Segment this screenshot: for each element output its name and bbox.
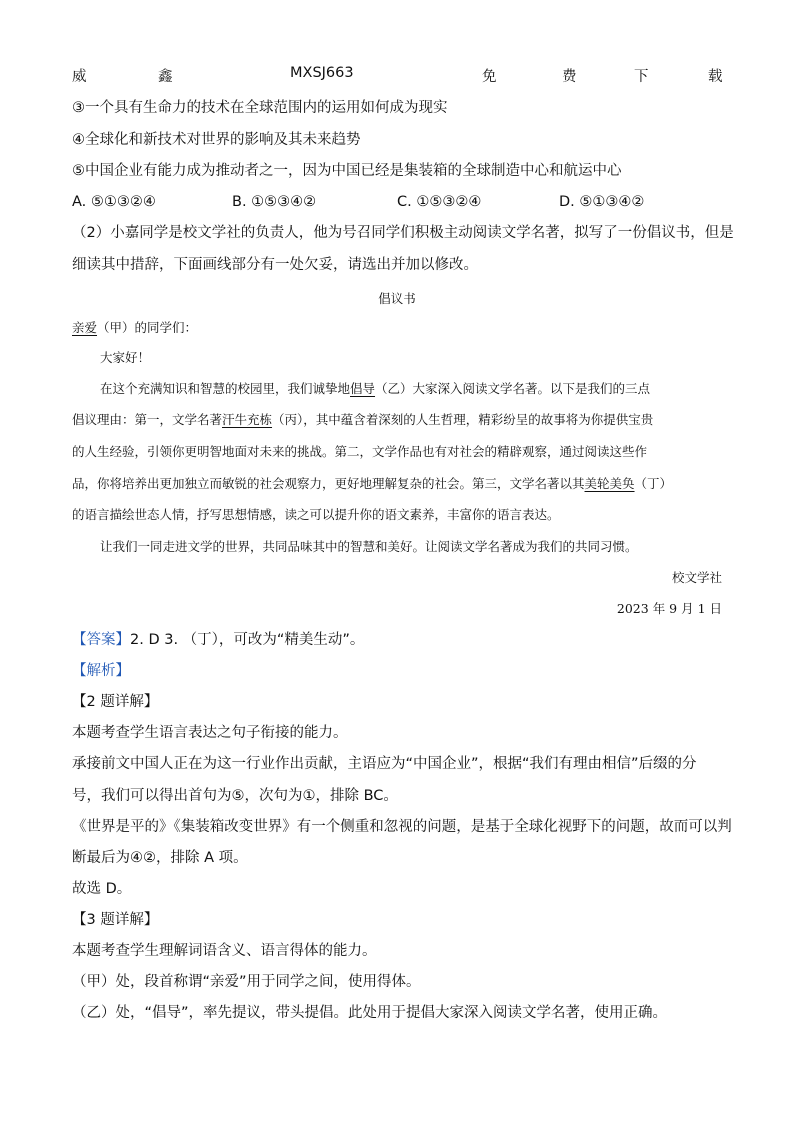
- underlined-word-ding: 美轮美奂: [584, 476, 635, 491]
- option-c: C. ①⑤③②④: [397, 194, 482, 210]
- header-char: 载: [708, 69, 723, 85]
- answer-label: 【答案】: [72, 632, 130, 648]
- page-header: [72, 65, 722, 87]
- letter-salutation: [72, 318, 197, 338]
- question-item: ④全球化和新技术对世界的影响及其未来趋势: [72, 132, 361, 148]
- detail-line: （甲）处，段首称谓“亲爱”用于同学之间，使用得体。: [72, 974, 421, 990]
- letter-paragraph-line: [72, 410, 653, 430]
- detail-heading: 【2 题详解】: [72, 694, 159, 710]
- option-a: A. ⑤①③②④: [72, 194, 156, 210]
- letter-paragraph-line: 的语言描绘世态人情，抒写思想情感，读之可以提升你的语文素养，丰富你的语言表达。: [72, 507, 560, 522]
- letter-paragraph-line: [72, 474, 672, 494]
- detail-heading: 【3 题详解】: [72, 912, 159, 928]
- question-item: ③一个具有生命力的技术在全球范围内的运用如何成为现实: [72, 100, 448, 116]
- header-char: 下: [634, 69, 649, 85]
- text-span: （乙）大家深入阅读文学名著。以下是我们的三点: [375, 381, 651, 396]
- q2-line: （2）小嘉同学是校文学社的负责人，他为号召同学们积极主动阅读文学名著，拟写了一份倡议书，但是: [72, 225, 734, 241]
- detail-line: 断最后为④②，排除 A 项。: [72, 850, 248, 866]
- answer-text: 2. D 3. （丁），可改为“精美生动”。: [130, 632, 365, 648]
- letter-paragraph-line: [100, 379, 650, 399]
- letter-greeting: 大家好！: [100, 350, 151, 365]
- text-span: （丙），其中蕴含着深刻的人生哲理，精彩纷呈的故事将为你提供宝贵: [272, 412, 654, 427]
- letter-paragraph-line: 让我们一同走进文学的世界，共同品味其中的智慧和美好。让阅读文学名著成为我们的共同习惯。: [100, 539, 638, 554]
- letter-title: 倡议书: [378, 291, 416, 306]
- underlined-word-jia: 亲爱: [72, 320, 98, 335]
- question-item: ⑤中国企业有能力成为推动者之一，因为中国已经是集装箱的全球制造中心和航运中心: [72, 163, 622, 179]
- detail-line: 本题考查学生语言表达之句子衔接的能力。: [72, 725, 348, 741]
- letter-signature: 校文学社: [671, 570, 722, 585]
- header-char: 费: [562, 69, 577, 85]
- underlined-word-bing: 汗牛充栋: [222, 412, 273, 427]
- detail-line: 《世界是平的》《集装箱改变世界》有一个侧重和忽视的问题，是基于全球化视野下的问题，故而可以判: [72, 819, 732, 835]
- letter-date: 2023 年 9 月 1 日: [616, 601, 722, 616]
- detail-line: 故选 D。: [72, 881, 132, 897]
- header-code: MXSJ663: [290, 65, 354, 81]
- answer-options: [72, 192, 722, 212]
- answer-line: [72, 630, 364, 650]
- detail-line: （乙）处，“倡导”，率先提议，带头提倡。此处用于提倡大家深入阅读文学名著，使用正确。: [72, 1005, 668, 1021]
- text-span: 倡议理由：第一，文学名著: [72, 412, 223, 427]
- header-char: 威: [72, 69, 87, 85]
- header-char: 免: [482, 69, 497, 85]
- text-span: 在这个充满知识和智慧的校园里，我们诚挚地: [100, 381, 351, 396]
- salutation-rest: （甲）的同学们：: [97, 320, 198, 335]
- detail-line: 本题考查学生理解词语含义、语言得体的能力。: [72, 943, 377, 959]
- header-char: 鑫: [158, 69, 173, 85]
- analysis-label: 【解析】: [72, 663, 130, 679]
- option-d: D. ⑤①③④②: [559, 194, 645, 210]
- text-span: 品，你将培养出更加独立而敏锐的社会观察力，更好地理解复杂的社会。第三，文学名著以其: [72, 476, 585, 491]
- detail-line: 号，我们可以得出首句为⑤，次句为①，排除 BC。: [72, 788, 398, 804]
- detail-line: 承接前文中国人正在为这一行业作出贡献，主语应为“中国企业”，根据“我们有理由相信”后缀的分: [72, 756, 697, 772]
- text-span: （丁）: [634, 476, 673, 491]
- option-b: B. ①⑤③④②: [232, 194, 317, 210]
- q2-line: 细读其中措辞，下面画线部分有一处欠妥，请选出并加以修改。: [72, 257, 478, 273]
- letter-paragraph-line: 的人生经验，引领你更明智地面对未来的挑战。第二，文学作品也有对社会的精辟观察，通过阅读这些作: [72, 444, 648, 459]
- underlined-word-yi: 倡导: [350, 381, 376, 396]
